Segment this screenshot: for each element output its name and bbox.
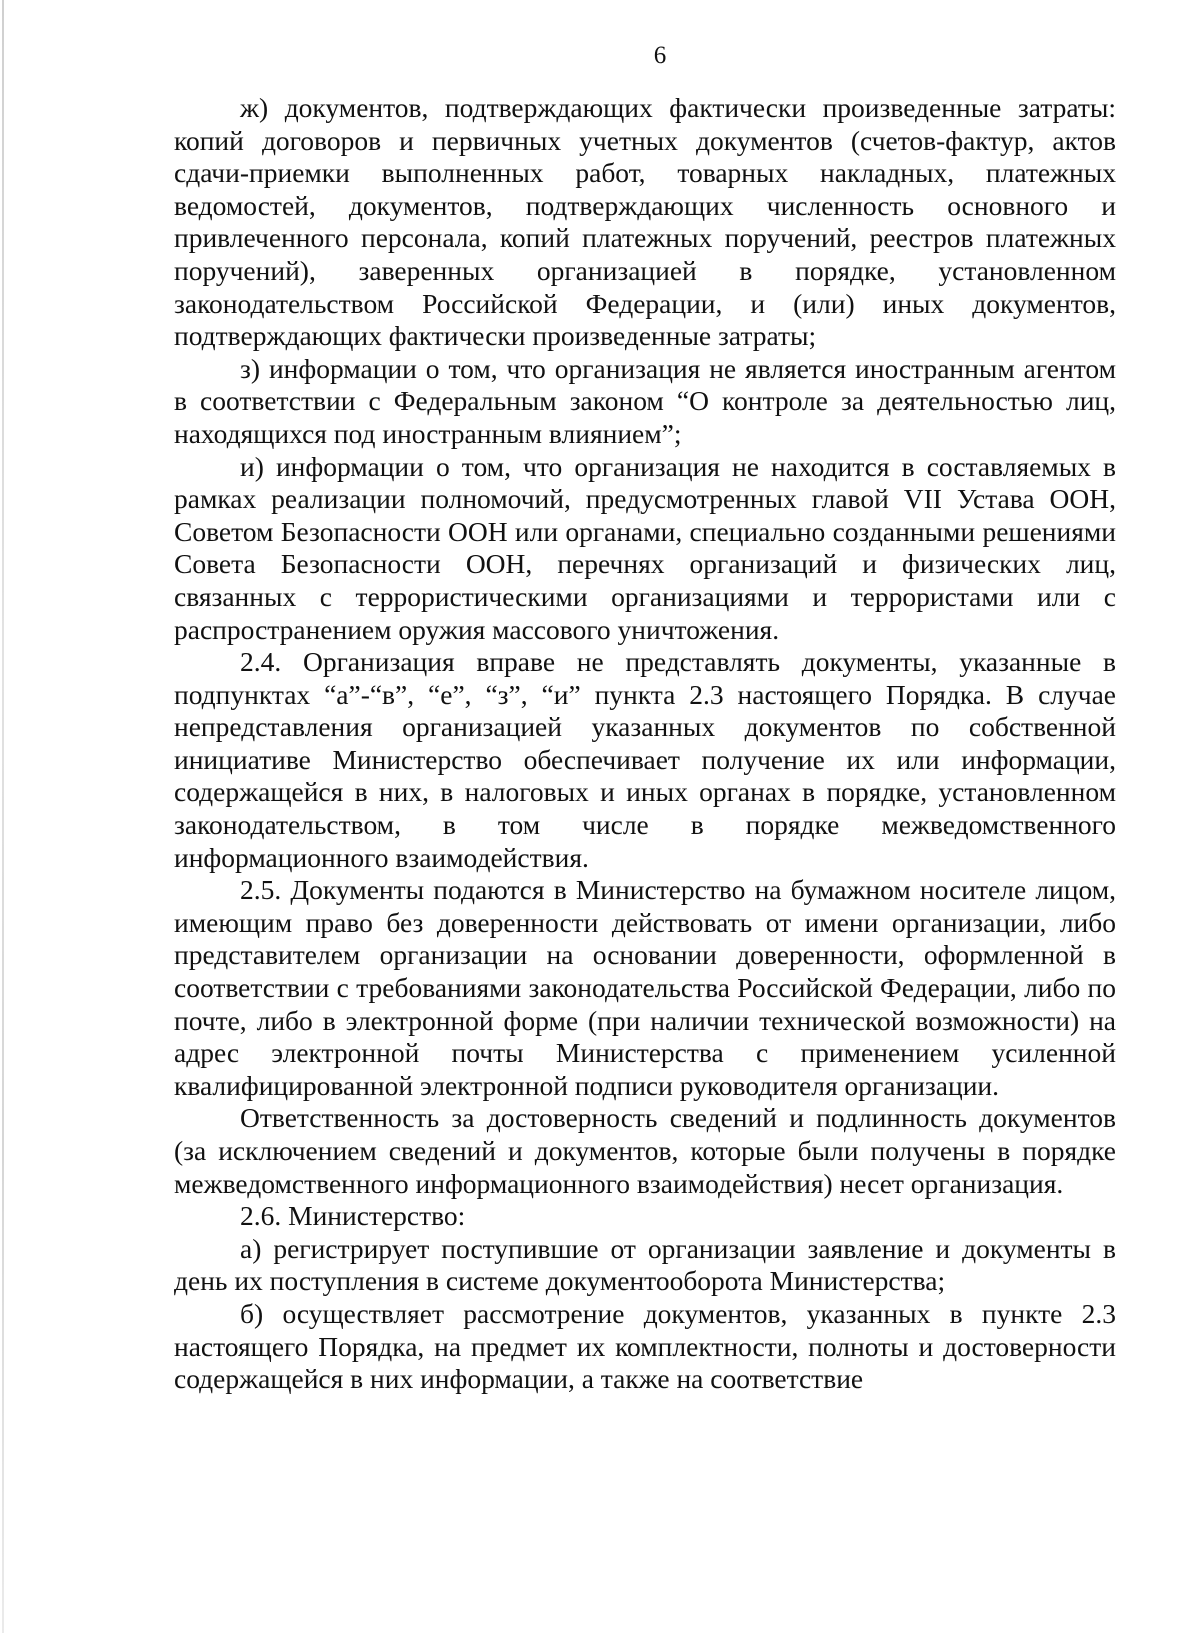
- paragraph-2-4: 2.4. Организация вправе не представлять документы, указанные в подпунктах “а”-“в”, “е”, “з”, “и” пункта 2.3 настоящего Порядка. В случае непредставления организацией указанных документов по собственной инициативе Министерство обеспечивает получение их или информации, содержащейся в них, в налоговых и иных органах в порядке, установленном законодательством, в том числе в порядке межведомственного информационного взаимодействия.: [174, 646, 1116, 873]
- paragraph-z: з) информации о том, что организация не является иностранным агентом в соответствии с Федеральным законом “О контроле за деятельностью лиц, находящихся под иностранным влиянием”;: [174, 352, 1116, 449]
- paragraph-responsibility: Ответственность за достоверность сведений и подлинность документов (за исключением сведений и документов, которые были получены в порядке межведомственного информационного взаимодействия) несет организация.: [174, 1102, 1116, 1199]
- paragraph-2-6-a: а) регистрирует поступившие от организации заявление и документы в день их поступления в системе документооборота Министерства;: [174, 1232, 1116, 1297]
- document-body: [174, 92, 1116, 1396]
- scan-edge-shadow: [2, 0, 4, 1633]
- paragraph-2-6-b: б) осуществляет рассмотрение документов, указанных в пункте 2.3 настоящего Порядка, на предмет их комплектности, полноты и достоверности содержащейся в них информации, а также на соответствие: [174, 1297, 1116, 1395]
- paragraph-2-6: 2.6. Министерство:: [240, 1200, 466, 1232]
- paragraph-i: и) информации о том, что организация не находится в составляемых в рамках реализации полномочий, предусмотренных главой VII Устава ООН, Советом Безопасности ООН или органами, специально созданными решениями Совета Безопасности ООН, перечнях организаций и физических лиц, связанных с террористическими организациями и террористами или с распространением оружия массового уничтожения.: [174, 450, 1116, 645]
- paragraph-zh: ж) документов, подтверждающих фактически произведенные затраты: копий договоров и первичных учетных документов (счетов-фактур, актов сдачи-приемки выполненных работ, товарных накладных, платежных ведомостей, документов, подтверждающих численность основного и привлеченного персонала, копий платежных поручений, реестров платежных поручений), заверенных организацией в порядке, установленном законодательством Российской Федерации, и (или) иных документов, подтверждающих фактически произведенные затраты;: [174, 92, 1116, 352]
- page-number: 6: [653, 42, 667, 69]
- paragraph-2-5: 2.5. Документы подаются в Министерство на бумажном носителе лицом, имеющим право без доверенности действовать от имени организации, либо представителем организации на основании доверенности, оформленной в соответствии с требованиями законодательства Российской Федерации, либо по почте, либо в электронной форме (при наличии технической возможности) на адрес электронной почты Министерства с применением усиленной квалифицированной электронной подписи руководителя организации.: [174, 874, 1116, 1101]
